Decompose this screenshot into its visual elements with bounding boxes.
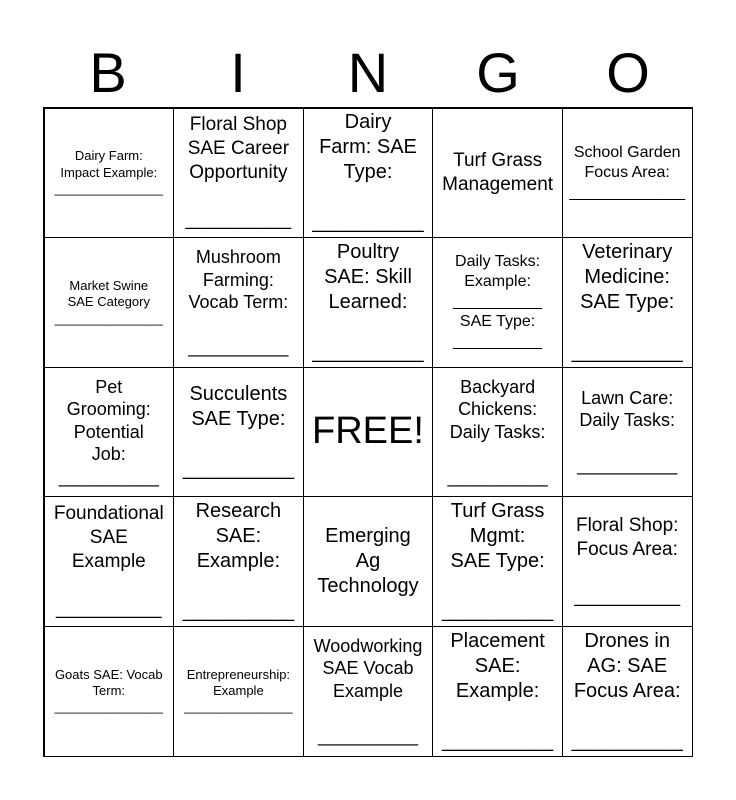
cell-text: Entrepreneurship: Example _______________ — [184, 666, 293, 715]
bingo-cell[interactable] — [562, 496, 693, 627]
cell-text: Research SAE: Example: __________ — [182, 500, 294, 623]
bingo-cell[interactable] — [562, 367, 693, 498]
bingo-cell[interactable] — [173, 367, 304, 498]
cell-text: Turf Grass Mgmt: SAE Type: __________ — [441, 500, 554, 623]
cell-text: Succulents SAE Type: __________ — [182, 382, 294, 480]
bingo-cell[interactable] — [303, 496, 434, 627]
cell-text: Backyard Chickens: Daily Tasks: __________ — [447, 376, 548, 487]
header-letter-g: G — [476, 41, 520, 104]
bingo-cell[interactable] — [432, 626, 563, 757]
header-letter-b: B — [89, 41, 127, 104]
bingo-grid — [43, 107, 693, 757]
cell-text: Mushroom Farming: Vocab Term: __________ — [188, 247, 289, 358]
bingo-cell[interactable] — [432, 108, 563, 239]
cell-text: Market Swine SAE Category _______________ — [54, 278, 164, 326]
bingo-cell[interactable] — [173, 237, 304, 368]
cell-text: Placement SAE: Example: __________ — [441, 629, 554, 752]
cell-text: Foundational SAE Example __________ — [53, 503, 164, 620]
bingo-cell[interactable] — [44, 626, 175, 757]
bingo-cell[interactable] — [432, 237, 563, 368]
cell-text: Turf Grass Management — [442, 150, 554, 195]
header-letter-o: O — [606, 41, 650, 104]
free-cell[interactable] — [303, 367, 434, 498]
cell-text: Veterinary Medicine: SAE Type: __________ — [571, 240, 683, 363]
bingo-cell[interactable] — [173, 496, 304, 627]
bingo-cell[interactable] — [173, 108, 304, 239]
bingo-cell[interactable] — [44, 367, 175, 498]
cell-text: Floral Shop: Focus Area: __________ — [574, 515, 681, 608]
bingo-cell[interactable] — [432, 496, 563, 627]
cell-text: Pet Grooming: Potential Job: __________ — [58, 376, 159, 487]
cell-text: School Garden Focus Area: _____________ — [569, 143, 686, 201]
cell-text: Floral Shop SAE Career Opportunity __________ — [185, 114, 292, 231]
header-letter-i: I — [230, 41, 246, 104]
cell-text: Poultry SAE: Skill Learned: __________ — [312, 240, 424, 363]
cell-text: Daily Tasks: Example: __________ SAE Type: __________ — [453, 253, 543, 351]
bingo-cell[interactable] — [173, 626, 304, 757]
bingo-cell[interactable] — [562, 237, 693, 368]
bingo-cell[interactable] — [562, 108, 693, 239]
cell-text: Goats SAE: Vocab Term: _______________ — [54, 666, 164, 715]
cell-text: Lawn Care: Daily Tasks: __________ — [577, 387, 678, 476]
bingo-cell[interactable] — [562, 626, 693, 757]
free-cell-text: FREE! — [312, 410, 424, 453]
bingo-cell[interactable] — [303, 237, 434, 368]
bingo-cell[interactable] — [44, 496, 175, 627]
bingo-cell[interactable] — [44, 237, 175, 368]
cell-text: Dairy Farm: Impact Example: _______________ — [54, 148, 164, 196]
cell-text: Dairy Farm: SAE Type: __________ — [312, 111, 424, 234]
bingo-header — [43, 42, 693, 104]
cell-text: Emerging Ag Technology — [317, 525, 419, 598]
bingo-cell[interactable] — [432, 367, 563, 498]
header-letter-n: N — [347, 41, 389, 104]
bingo-cell[interactable] — [44, 108, 175, 239]
bingo-cell[interactable] — [303, 108, 434, 239]
cell-text: Woodworking SAE Vocab Example __________ — [313, 635, 423, 746]
bingo-cell[interactable] — [303, 626, 434, 757]
cell-text: Drones in AG: SAE Focus Area: __________ — [571, 629, 683, 752]
